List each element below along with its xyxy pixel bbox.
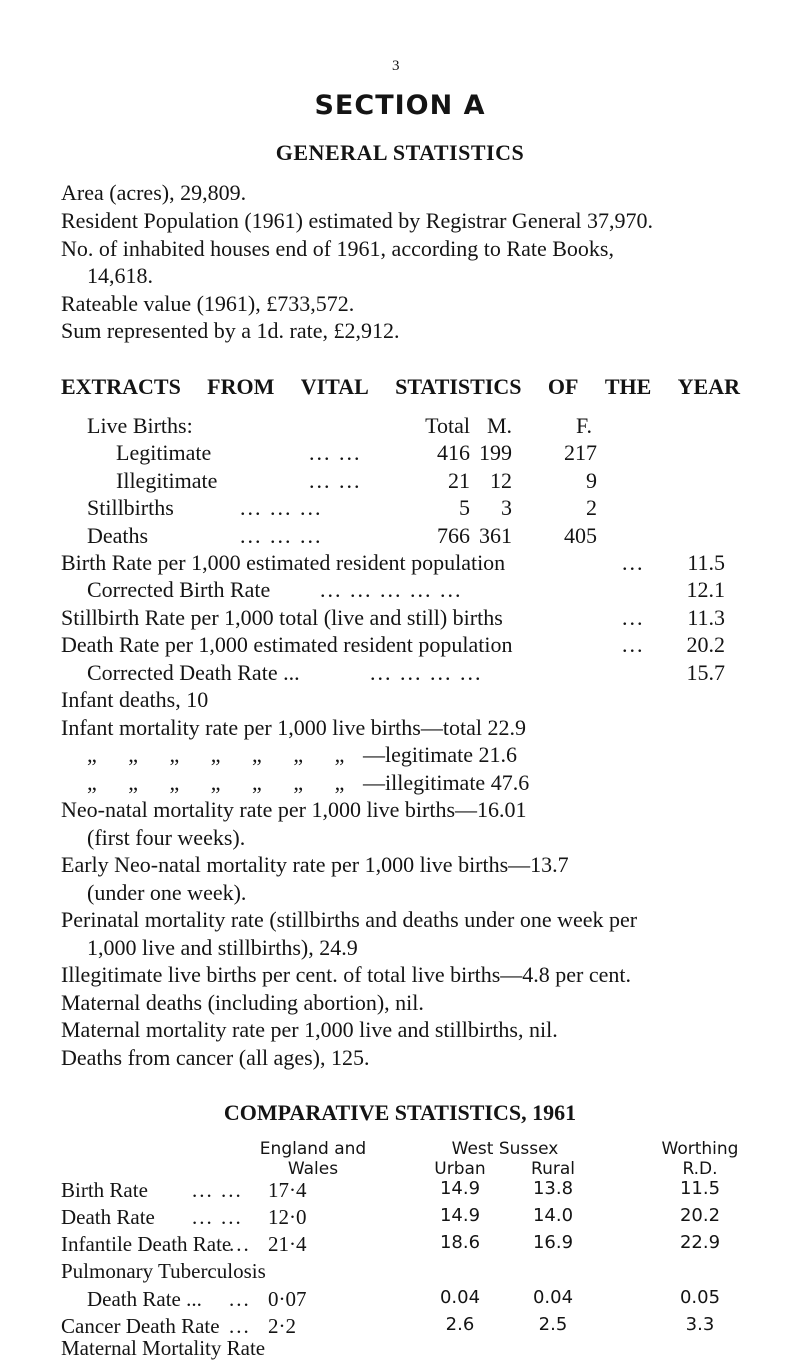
ditto-marks: „ „ „ „ „ „ „ <box>87 770 345 795</box>
col-male-header: M. <box>486 413 512 438</box>
comp-row-label-cont: Death Rate ... <box>87 1287 202 1311</box>
heading-word: FROM <box>207 374 275 399</box>
cell-rural: 2.5 <box>538 1314 568 1335</box>
leader-dots: ... ... <box>309 468 362 493</box>
cell-rural: 14.0 <box>532 1205 574 1226</box>
comp-row-label: Birth Rate <box>61 1178 148 1202</box>
houses-line-cont: 14,618. <box>87 263 153 288</box>
cell-rural: 13.8 <box>532 1178 574 1199</box>
leader-dots: ... ... <box>192 1178 243 1202</box>
infant-mortality-legitimate: —legitimate 21.6 <box>363 742 517 767</box>
comp-row-label: Pulmonary Tuberculosis <box>61 1259 266 1283</box>
row-label: Deaths <box>87 523 149 548</box>
leader-dots: ... <box>622 632 645 657</box>
early-neonatal-note: (under one week). <box>87 880 247 905</box>
rate-value: 12.1 <box>686 577 725 602</box>
col-header-worthing-2: R.D. <box>682 1159 718 1179</box>
illegitimate-percent-line: Illegitimate live births per cent. of total live births—4.8 per cent. <box>61 962 632 987</box>
rate-value: 20.2 <box>686 632 725 657</box>
heading-word: EXTRACTS <box>61 374 181 399</box>
leader-dots: ... ... ... <box>240 523 323 548</box>
cell-male: 3 <box>501 495 512 520</box>
comp-row-label: Cancer Death Rate <box>61 1314 220 1338</box>
cell-female: 2 <box>586 495 597 520</box>
live-births-label: Live Births: <box>87 413 193 438</box>
cell-female: 405 <box>564 523 597 548</box>
rate-label: Corrected Birth Rate <box>87 577 271 602</box>
cell-urban: 18.6 <box>439 1232 481 1253</box>
cell-urban: 14.9 <box>439 1205 481 1226</box>
leader-dots: ... <box>622 605 645 630</box>
infant-mortality-line: Infant mortality rate per 1,000 live births—total 22.9 <box>61 715 526 740</box>
cell-worthing: 0.05 <box>679 1287 721 1308</box>
cell-worthing: 3.3 <box>685 1314 715 1335</box>
cell-england-wales: 12·0 <box>268 1205 307 1229</box>
leader-dots: ... ... ... ... ... <box>320 577 463 602</box>
rate-label: Stillbirth Rate per 1,000 total (live and still) births <box>61 605 503 630</box>
cell-total: 766 <box>437 523 470 548</box>
cell-england-wales: 0·07 <box>268 1287 307 1311</box>
col-female-header: F. <box>576 413 592 438</box>
perinatal-line-cont: 1,000 live and stillbirths), 24.9 <box>87 935 358 960</box>
leader-dots: ... <box>622 550 645 575</box>
neonatal-note: (first four weeks). <box>87 825 246 850</box>
leader-dots: ... ... ... <box>240 495 323 520</box>
cell-urban: 2.6 <box>445 1314 475 1335</box>
cell-england-wales: 2·2 <box>268 1314 296 1338</box>
cell-male: 199 <box>479 440 512 465</box>
col-header-urban: Urban <box>434 1159 486 1179</box>
cell-rural: 0.04 <box>532 1287 574 1308</box>
col-header-england-wales-2: Wales <box>287 1159 339 1179</box>
maternal-deaths-line: Maternal deaths (including abortion), nil. <box>61 990 424 1015</box>
comp-row-label: Death Rate <box>61 1205 155 1229</box>
infant-deaths-line: Infant deaths, 10 <box>61 687 209 712</box>
row-label: Stillbirths <box>87 495 174 520</box>
heading-word: VITAL <box>300 374 369 399</box>
rate-value: 15.7 <box>686 660 725 685</box>
rate-label: Death Rate per 1,000 estimated resident population <box>61 632 513 657</box>
penny-rate-line: Sum represented by a 1d. rate, £2,912. <box>61 318 400 343</box>
rate-label: Corrected Death Rate ... <box>87 660 300 685</box>
page-number: 3 <box>392 58 400 74</box>
cancer-deaths-line: Deaths from cancer (all ages), 125. <box>61 1045 370 1070</box>
heading-word: THE <box>604 374 652 399</box>
perinatal-line: Perinatal mortality rate (stillbirths and deaths under one week per <box>61 907 638 932</box>
leader-dots: ... ... <box>192 1205 243 1229</box>
col-total-header: Total <box>425 413 470 438</box>
leader-dots: ... ... ... ... <box>370 660 483 685</box>
cell-female: 217 <box>564 440 597 465</box>
cell-total: 416 <box>437 440 470 465</box>
area-line: Area (acres), 29,809. <box>61 180 247 205</box>
cell-urban: 14.9 <box>439 1178 481 1199</box>
rate-label: Birth Rate per 1,000 estimated resident population <box>61 550 506 575</box>
comparative-heading: COMPARATIVE STATISTICS, 1961 <box>223 1100 577 1125</box>
leader-dots: ... <box>229 1314 251 1338</box>
heading-word: OF <box>547 374 579 399</box>
cell-england-wales: 17·4 <box>268 1178 307 1202</box>
cell-female: 9 <box>586 468 597 493</box>
col-header-worthing: Worthing <box>661 1139 739 1159</box>
ditto-marks: „ „ „ „ „ „ „ <box>87 742 345 767</box>
comp-row-label: Maternal Mortality Rate <box>61 1336 266 1360</box>
maternal-rate-line: Maternal mortality rate per 1,000 live and stillbirths, nil. <box>61 1017 558 1042</box>
leader-dots: ... ... <box>309 440 362 465</box>
section-title: SECTION A <box>314 90 486 121</box>
cell-total: 21 <box>448 468 470 493</box>
cell-rural: 16.9 <box>532 1232 574 1253</box>
col-header-england-wales: England and <box>259 1139 367 1159</box>
leader-dots: ... <box>229 1287 251 1311</box>
comp-row-label: Infantile Death Rate <box>61 1232 232 1256</box>
cell-total: 5 <box>459 495 470 520</box>
rate-value: 11.5 <box>687 550 725 575</box>
row-label: Legitimate <box>116 440 212 465</box>
heading-word: STATISTICS <box>395 374 522 399</box>
cell-worthing: 20.2 <box>679 1205 721 1226</box>
neonatal-line: Neo-natal mortality rate per 1,000 live births—16.01 <box>61 797 527 822</box>
col-header-rural: Rural <box>531 1159 575 1179</box>
population-line: Resident Population (1961) estimated by Registrar General 37,970. <box>61 208 654 233</box>
cell-male: 361 <box>479 523 512 548</box>
early-neonatal-line: Early Neo-natal mortality rate per 1,000 live births—13.7 <box>61 852 569 877</box>
rateable-value-line: Rateable value (1961), £733,572. <box>61 291 355 316</box>
cell-urban: 0.04 <box>439 1287 481 1308</box>
infant-mortality-illegitimate: —illegitimate 47.6 <box>363 770 530 795</box>
heading-word: YEAR <box>677 374 740 399</box>
row-label: Illegitimate <box>116 468 218 493</box>
cell-england-wales: 21·4 <box>268 1232 307 1256</box>
vital-statistics-heading <box>61 374 740 400</box>
cell-male: 12 <box>490 468 512 493</box>
cell-worthing: 22.9 <box>679 1232 721 1253</box>
leader-dots: ... <box>229 1232 251 1256</box>
houses-line: No. of inhabited houses end of 1961, according to Rate Books, <box>61 236 614 261</box>
section-subtitle: GENERAL STATISTICS <box>275 140 525 165</box>
cell-worthing: 11.5 <box>679 1178 721 1199</box>
col-header-west-sussex: West Sussex <box>451 1139 559 1159</box>
rate-value: 11.3 <box>687 605 725 630</box>
